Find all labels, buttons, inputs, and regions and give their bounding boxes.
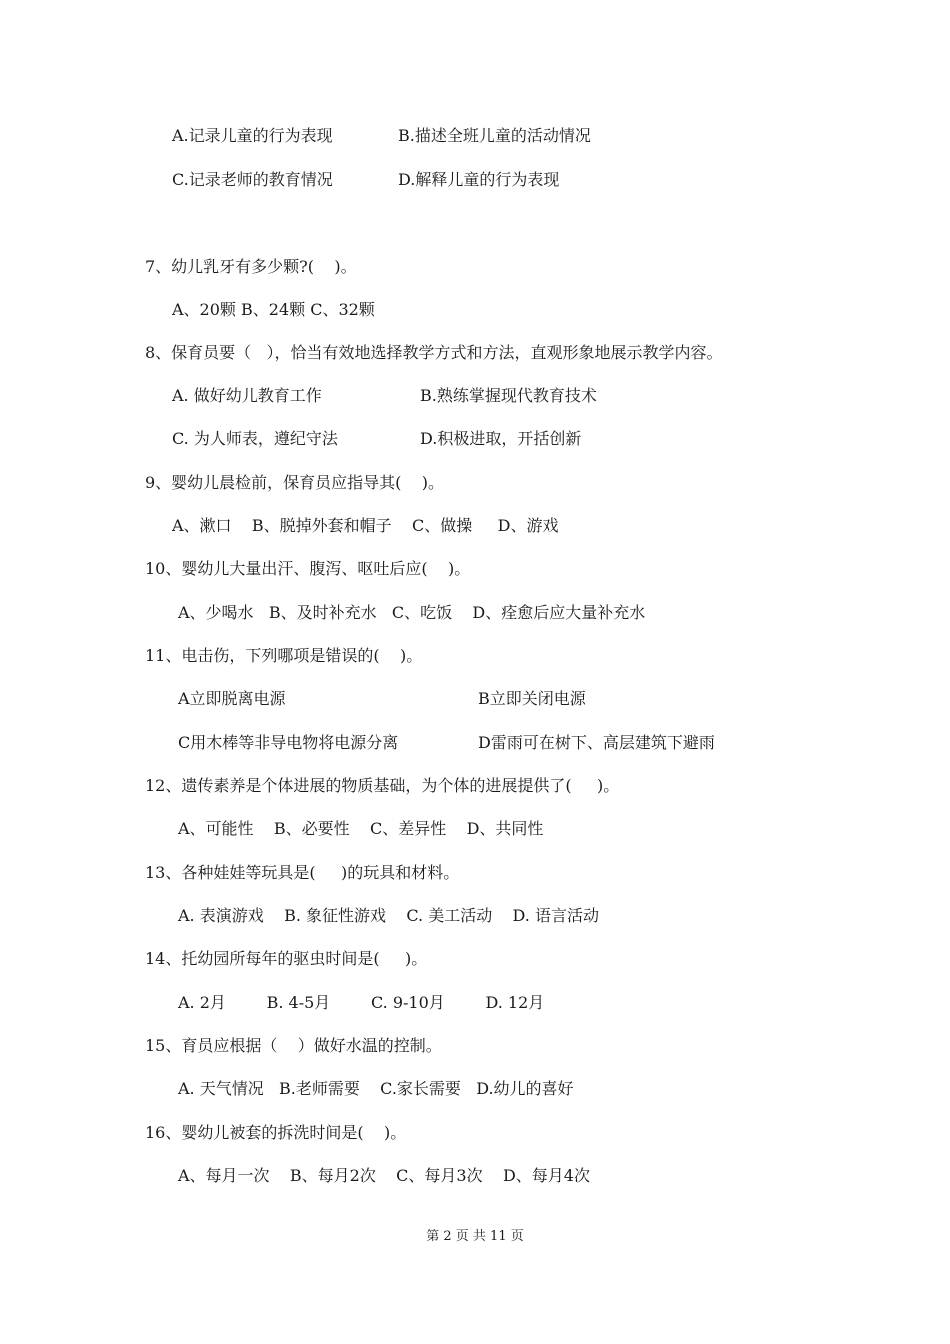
question-16-stem: 16、婴幼儿被套的拆洗时间是( )。 — [145, 1123, 407, 1142]
question-7-stem: 7、幼儿乳牙有多少颗?( )。 — [145, 257, 357, 276]
question-8-option-a: A. 做好幼儿教育工作 — [172, 386, 322, 405]
question-16-options: A、每月一次 B、每月2次 C、每月3次 D、每月4次 — [178, 1166, 590, 1185]
question-7-options: A、20颗 B、24颗 C、32颗 — [172, 300, 375, 319]
question-13-options: A. 表演游戏 B. 象征性游戏 C. 美工活动 D. 语言活动 — [178, 906, 599, 925]
question-8-option-d: D.积极进取，开括创新 — [420, 429, 582, 448]
q6-option-a: A.记录儿童的行为表现 — [172, 126, 333, 145]
question-13-stem: 13、各种娃娃等玩具是( )的玩具和材料。 — [145, 863, 460, 882]
question-11-option-d: D雷雨可在树下、高层建筑下避雨 — [478, 733, 715, 752]
question-15-options: A. 天气情况 B.老师需要 C.家长需要 D.幼儿的喜好 — [178, 1079, 574, 1098]
q6-option-c: C.记录老师的教育情况 — [172, 170, 333, 189]
question-11-option-a: A立即脱离电源 — [178, 689, 286, 708]
question-9-options: A、漱口 B、脱掉外套和帽子 C、做操 D、游戏 — [172, 516, 559, 535]
question-8-stem: 8、保育员要（ ），恰当有效地选择教学方式和方法，直观形象地展示教学内容。 — [145, 343, 723, 362]
question-8-option-b: B.熟练掌握现代教育技术 — [420, 386, 597, 405]
question-12-options: A、可能性 B、必要性 C、差异性 D、共同性 — [178, 819, 544, 838]
question-11-option-c: C用木棒等非导电物将电源分离 — [178, 733, 399, 752]
page-footer: 第 2 页 共 11 页 — [426, 1229, 524, 1244]
question-10-options: A、少喝水 B、及时补充水 C、吃饭 D、痊愈后应大量补充水 — [178, 603, 646, 622]
q6-option-b: B.描述全班儿童的活动情况 — [398, 126, 591, 145]
question-10-stem: 10、婴幼儿大量出汗、腹泻、呕吐后应( )。 — [145, 559, 471, 578]
question-11-stem: 11、电击伤，下列哪项是错误的( )。 — [145, 646, 423, 665]
question-9-stem: 9、婴幼儿晨检前，保育员应指导其( )。 — [145, 473, 445, 492]
q6-option-d: D.解释儿童的行为表现 — [398, 170, 560, 189]
question-8-option-c: C. 为人师表，遵纪守法 — [172, 429, 338, 448]
question-12-stem: 12、遗传素养是个体进展的物质基础，为个体的进展提供了( )。 — [145, 776, 620, 795]
question-15-stem: 15、育员应根据（ ）做好水温的控制。 — [145, 1036, 442, 1055]
question-14-stem: 14、托幼园所每年的驱虫时间是( )。 — [145, 949, 428, 968]
question-11-option-b: B立即关闭电源 — [478, 689, 586, 708]
question-14-options: A. 2月 B. 4-5月 C. 9-10月 D. 12月 — [178, 993, 545, 1012]
